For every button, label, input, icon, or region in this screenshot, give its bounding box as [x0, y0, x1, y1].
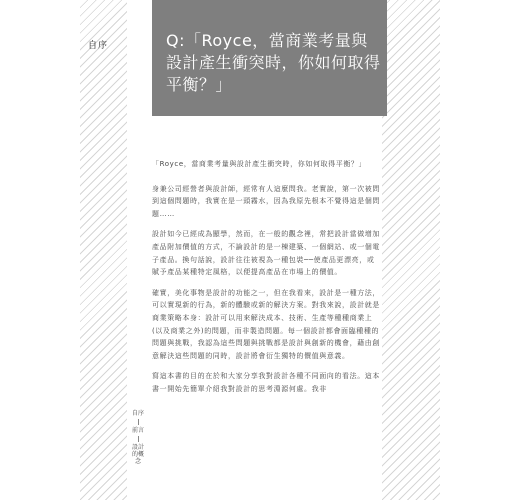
paragraph: 確實，美化事物是設計的功能之一，但在我看來，設計是一種方法，可以實現新的行為，新的體驗或新的解決方案。對我來說，設計就是商業策略本身：設計可以用來解決成本、技術、生產等種種商業上(以及商業之外)的問題，而非製造問題。每一個設計都會面臨種種的問題與挑戰，我認為這些問題與挑戰都是設計與創新的機會，藉由創意解決這些問題的同時，設計將會衍生獨特的價值與意義。 — [152, 288, 380, 360]
side-divider — [138, 419, 139, 425]
side-item-concept: 設計的概念 — [131, 444, 144, 465]
paragraph: 設計如今已經成為顯學，然而，在一般的觀念裡，常把設計當做增加產品附加價值的方式，不論設計的是一棟建築、一個網站、或一個電子產品。換句話說，設計往往被視為一種包裝──使產品更漂亮，或賦予產品某種特定風格，以便提高產品在市場上的價值。 — [152, 230, 380, 277]
right-margin-stripes — [382, 0, 440, 500]
body-text — [152, 158, 382, 404]
question-line: 「Royce，當商業考量與設計產生衝突時，你如何取得平衡？」 — [152, 160, 367, 168]
paragraph: 身兼公司經營者與設計師，經常有人這麼問我。老實說，第一次被問到這個問題時，我實在是一頭霧水，因為我原先根本不覺得這是個問題…… — [152, 184, 380, 218]
side-divider — [138, 436, 139, 442]
side-item-foreword: 前言 — [131, 427, 144, 434]
side-item-preface: 自序 — [131, 410, 144, 417]
side-chapter-nav — [131, 410, 145, 465]
question-header-box — [152, 0, 387, 116]
question-title: Q:「Royce，當商業考量與設計產生衝突時，你如何取得平衡？」 — [166, 31, 381, 94]
left-margin-stripes — [80, 0, 127, 500]
paragraph: 寫這本書的目的在於和大家分享我對設計各種不同面向的看法。這本書一開始先簡單介紹我對設計的思考淵源何處。我非 — [152, 372, 380, 393]
section-label: 自序 — [88, 41, 109, 51]
